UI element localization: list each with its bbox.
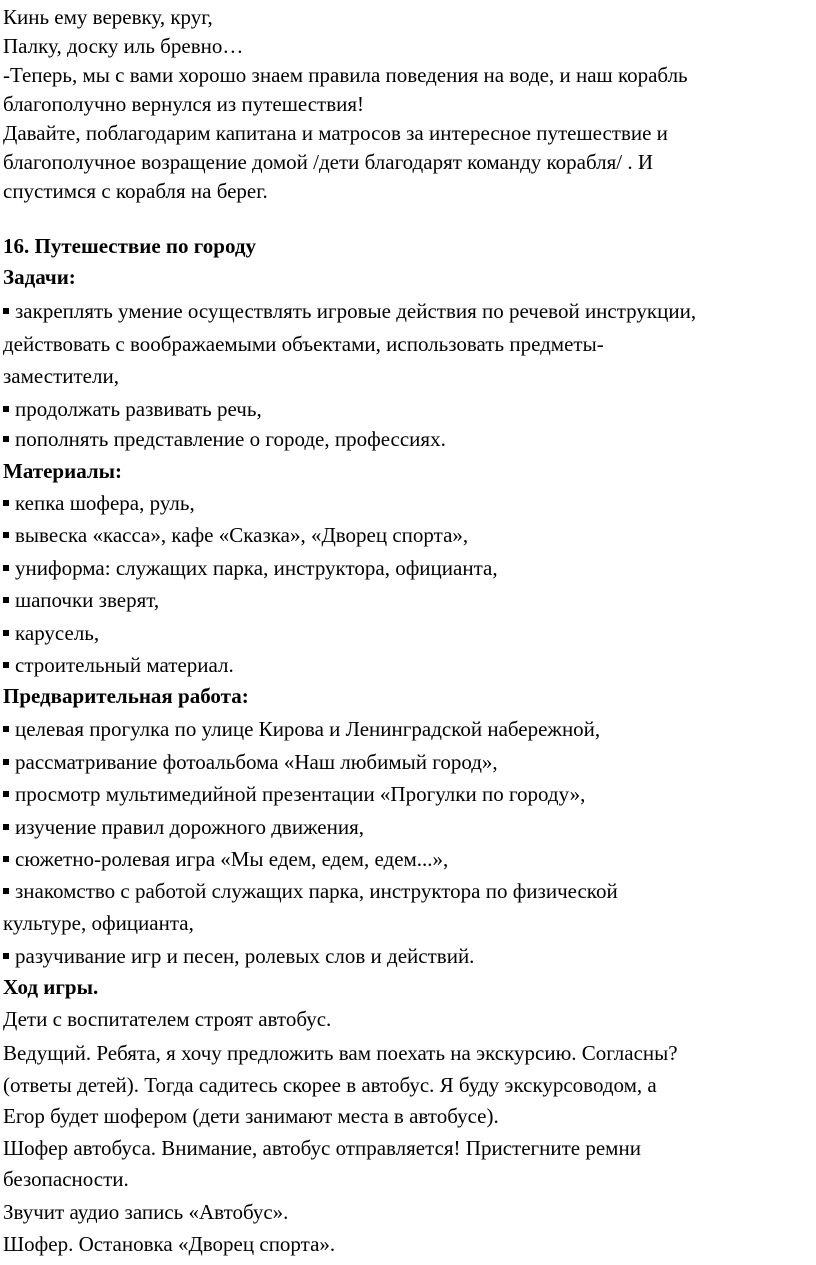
paragraph-continuation: Егор будет шофером (дети занимают места в автобусе). bbox=[3, 1104, 499, 1128]
bullet-icon bbox=[3, 791, 9, 797]
list-item: просмотр мультимедийной презентации «Прогулки по городу», bbox=[3, 779, 585, 809]
list-item: вывеска «касса», кафе «Сказка», «Дворец спорта», bbox=[3, 520, 468, 550]
list-item: карусель, bbox=[3, 618, 99, 648]
list-item: кепка шофера, руль, bbox=[3, 488, 195, 518]
list-item-continuation: культуре, официанта, bbox=[3, 911, 194, 935]
list-item: закреплять умение осуществлять игровые действия по речевой инструкции, bbox=[3, 296, 696, 326]
paragraph: Звучит аудио запись «Автобус». bbox=[3, 1200, 289, 1224]
bullet-icon bbox=[3, 824, 9, 830]
paragraph: Дети с воспитателем строят автобус. bbox=[3, 1007, 332, 1031]
intro-line-3: -Теперь, мы с вами хорошо знаем правила поведения на воде, и наш корабль bbox=[3, 63, 688, 87]
list-item: рассматривание фотоальбома «Наш любимый город», bbox=[3, 747, 498, 777]
list-item: униформа: служащих парка, инструктора, официанта, bbox=[3, 553, 498, 583]
bullet-icon bbox=[3, 565, 9, 571]
list-item: знакомство с работой служащих парка, инструктора по физической bbox=[3, 876, 618, 906]
bullet-icon bbox=[3, 630, 9, 636]
paragraph-continuation: (ответы детей). Тогда садитесь скорее в автобус. Я буду экскурсоводом, а bbox=[3, 1073, 657, 1097]
bullet-icon bbox=[3, 888, 9, 894]
game-heading: Ход игры. bbox=[3, 975, 99, 999]
paragraph: Ведущий. Ребята, я хочу предложить вам поехать на экскурсию. Согласны? bbox=[3, 1041, 678, 1065]
bullet-icon bbox=[3, 953, 9, 959]
bullet-icon bbox=[3, 532, 9, 538]
tasks-heading: Задачи: bbox=[3, 265, 76, 289]
list-item: изучение правил дорожного движения, bbox=[3, 812, 364, 842]
intro-line-7: спустимся с корабля на берег. bbox=[3, 179, 268, 203]
list-item: целевая прогулка по улице Кирова и Ленинградской набережной, bbox=[3, 714, 600, 744]
prep-heading: Предварительная работа: bbox=[3, 684, 249, 708]
list-item: пополнять представление о городе, профессиях. bbox=[3, 424, 446, 454]
intro-line-4: благополучно вернулся из путешествия! bbox=[3, 92, 365, 116]
paragraph: Шофер. Остановка «Дворец спорта». bbox=[3, 1232, 336, 1256]
bullet-icon bbox=[3, 726, 9, 732]
intro-line-6: благополучное возращение домой /дети благодарят команду корабля/ . И bbox=[3, 150, 654, 174]
bullet-icon bbox=[3, 856, 9, 862]
list-item: сюжетно-ролевая игра «Мы едем, едем, едем...», bbox=[3, 844, 448, 874]
section-title: 16. Путешествие по городу bbox=[3, 234, 256, 258]
bullet-icon bbox=[3, 500, 9, 506]
list-item: продолжать развивать речь, bbox=[3, 394, 262, 424]
paragraph-continuation: безопасности. bbox=[3, 1167, 129, 1191]
intro-line-1: Кинь ему веревку, круг, bbox=[3, 5, 213, 29]
intro-line-2: Палку, доску иль бревно… bbox=[3, 34, 244, 58]
intro-line-5: Давайте, поблагодарим капитана и матросов за интересное путешествие и bbox=[3, 121, 668, 145]
bullet-icon bbox=[3, 759, 9, 765]
bullet-icon bbox=[3, 308, 9, 314]
list-item: шапочки зверят, bbox=[3, 585, 159, 615]
bullet-icon bbox=[3, 597, 9, 603]
bullet-icon bbox=[3, 662, 9, 668]
list-item: разучивание игр и песен, ролевых слов и действий. bbox=[3, 941, 474, 971]
list-item-continuation: заместители, bbox=[3, 364, 119, 388]
bullet-icon bbox=[3, 436, 9, 442]
list-item: строительный материал. bbox=[3, 650, 234, 680]
materials-heading: Материалы: bbox=[3, 459, 123, 483]
list-item-continuation: действовать с воображаемыми объектами, использовать предметы- bbox=[3, 332, 604, 356]
paragraph: Шофер автобуса. Внимание, автобус отправляется! Пристегните ремни bbox=[3, 1136, 641, 1160]
bullet-icon bbox=[3, 406, 9, 412]
